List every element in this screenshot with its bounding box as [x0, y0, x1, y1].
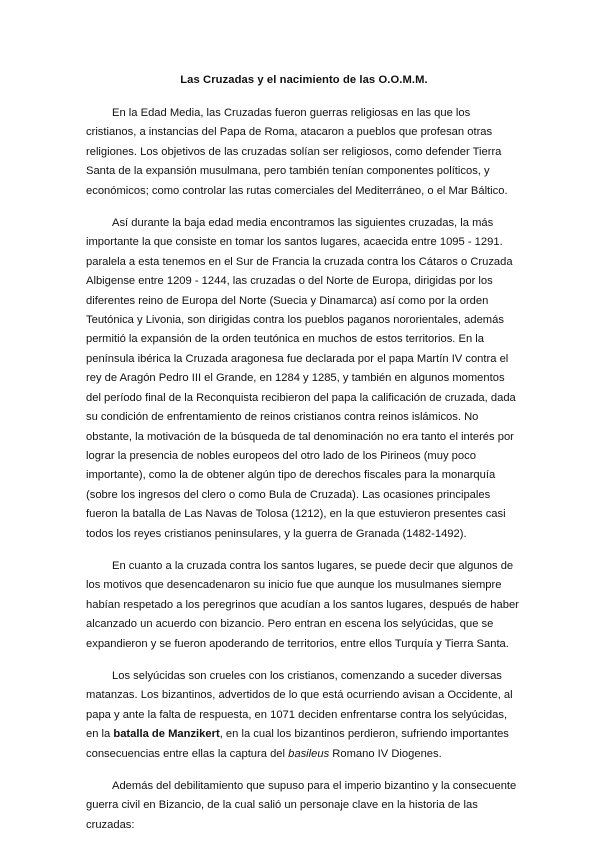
battle-name-bold: batalla de Manzikert	[113, 728, 220, 741]
paragraph-4	[86, 667, 522, 764]
paragraph-4-text-after: Romano IV Diogenes.	[329, 747, 442, 760]
paragraph-2: Así durante la baja edad media encontramos las siguientes cruzadas, la más importante la que consiste en tomar los santos lugares, acaecida entre 1095 - 1291. paralela a esta tenemos en el Sur de Francia la cruzada contra los Cátaros o Cruzada Albigense entre 1209 - 1244, las cruzadas o del Norte de Europa, dirigidas por los diferentes reino de Europa del Norte (Suecia y Dinamarca) así como por la orden Teutónica y Livonia, son dirigidas contra los pueblos paganos nororientales, además permitió la expansión de la orden teutónica en muchos de estos territorios. En la península ibérica la Cruzada aragonesa fue declarada por el papa Martín IV contra el rey de Aragón Pedro III el Grande, en 1284 y 1285, y también en algunos momentos del período final de la Reconquista recibieron del papa la calificación de cruzada, dada su condición de enfrentamiento de reinos cristianos contra reinos islámicos. No obstante, la motivación de la búsqueda de tal denominación no era tanto el interés por lograr la presencia de nobles europeos del otro lado de los Pirineos (muy poco importante), como la de obtener algún tipo de derechos fiscales para la monarquía (sobre los ingresos del clero o como Bula de Cruzada). Las ocasiones principales fueron la batalla de Las Navas de Tolosa (1212), en la que estuvieron presentes casi todos los reyes cristianos peninsulares, y la guerra de Granada (1482-1492).	[86, 217, 516, 540]
basileus-italic: basileus	[288, 747, 330, 760]
document-title: Las Cruzadas y el nacimiento de las O.O.M.M.	[180, 74, 428, 86]
paragraph-5: Además del debilitamiento que supuso para el imperio bizantino y la consecuente guerra civil en Bizancio, de la cual salió un personaje clave en la historia de las cruzadas:	[86, 780, 517, 831]
paragraph-4-text-middle: , en la cual los bizantinos perdieron, sufriendo importantes consecuencias entre ellas la captura del	[86, 728, 509, 760]
paragraph-1: En la Edad Media, las Cruzadas fueron guerras religiosas en las que los cristianos, a instancias del Papa de Roma, atacaron a pueblos que profesan otras religiones. Los objetivos de las cruzadas solían ser religiosos, como defender Tierra Santa de la expansión musulmana, pero también tenían componentes políticos, y económicos; como controlar las rutas comerciales del Mediterráneo, o el Mar Báltico.	[86, 107, 508, 197]
paragraph-4-text-before: Los selyúcidas son crueles con los cristianos, comenzando a suceder diversas matanzas. Los bizantinos, advertidos de lo que está ocurriendo avisan a Occidente, al papa y ante la falta de respuesta, en 1071 deciden enfrentarse contra los selyúcidas, en la	[86, 669, 513, 741]
paragraph-3: En cuanto a la cruzada contra los santos lugares, se puede decir que algunos de los motivos que desencadenaron su inicio fue que aunque los musulmanes siempre habían respetado a los peregrinos que acudían a los santos lugares, después de haber alcanzado un acuerdo con bizancio. Pero entran en escena los selyúcidas, que se expandieron y se fueron apoderando de territorios, entre ellos Turquía y Tierra Santa.	[86, 559, 519, 650]
